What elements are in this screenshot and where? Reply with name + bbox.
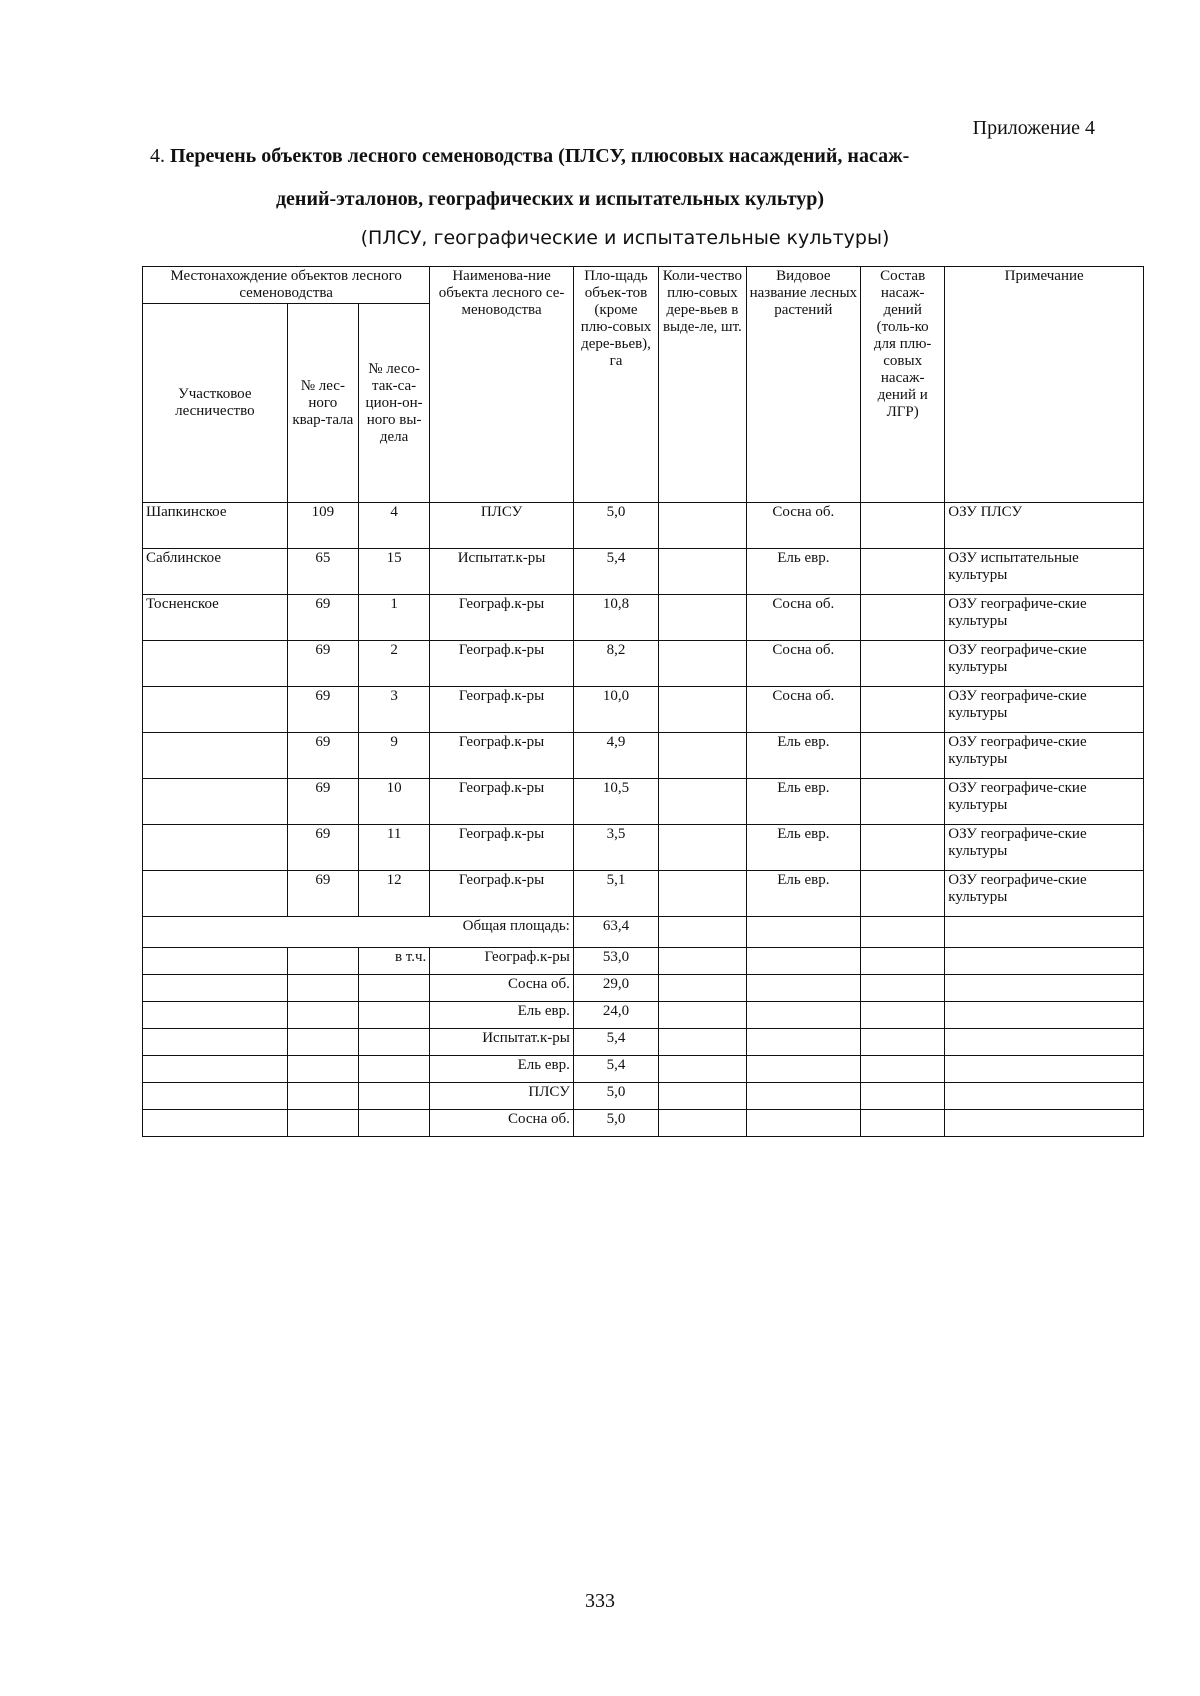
empty-cell	[659, 917, 746, 948]
cell-note: ОЗУ географиче-ские культуры	[945, 641, 1144, 687]
cell-quarter: 69	[287, 825, 358, 871]
cell-count	[659, 687, 746, 733]
summary-value: 5,4	[573, 1029, 658, 1056]
page-number: 333	[585, 1590, 615, 1612]
empty-cell	[861, 1110, 945, 1137]
cell-compartment: 2	[358, 641, 429, 687]
table-row	[143, 503, 1144, 549]
cell-composition	[861, 687, 945, 733]
cell-object: ПЛСУ	[430, 503, 574, 549]
empty-cell	[659, 948, 746, 975]
summary-prefix	[358, 1029, 429, 1056]
empty-cell	[143, 948, 288, 975]
empty-cell	[945, 1029, 1144, 1056]
empty-cell	[861, 1002, 945, 1029]
cell-district	[143, 733, 288, 779]
document-title-line-1	[150, 145, 1110, 168]
total-row	[143, 917, 1144, 948]
cell-area: 3,5	[573, 825, 658, 871]
summary-value: 24,0	[573, 1002, 658, 1029]
empty-cell	[861, 1056, 945, 1083]
cell-area: 10,8	[573, 595, 658, 641]
table-row	[143, 871, 1144, 917]
summary-label: ПЛСУ	[430, 1083, 574, 1110]
summary-label: Сосна об.	[430, 1110, 574, 1137]
cell-composition	[861, 549, 945, 595]
summary-prefix	[358, 1110, 429, 1137]
summary-value: 5,0	[573, 1083, 658, 1110]
summary-row	[143, 1029, 1144, 1056]
cell-quarter: 69	[287, 779, 358, 825]
empty-cell	[746, 948, 860, 975]
empty-cell	[143, 1083, 288, 1110]
empty-cell	[945, 1083, 1144, 1110]
header-species: Видовое название лесных растений	[746, 267, 860, 503]
cell-species: Ель евр.	[746, 825, 860, 871]
cell-count	[659, 595, 746, 641]
empty-cell	[287, 1029, 358, 1056]
empty-cell	[861, 1029, 945, 1056]
cell-compartment: 10	[358, 779, 429, 825]
empty-cell	[287, 975, 358, 1002]
summary-label: Сосна об.	[430, 975, 574, 1002]
cell-species: Сосна об.	[746, 687, 860, 733]
summary-value: 29,0	[573, 975, 658, 1002]
table-row	[143, 641, 1144, 687]
cell-area: 10,0	[573, 687, 658, 733]
summary-row	[143, 1056, 1144, 1083]
cell-composition	[861, 871, 945, 917]
cell-district	[143, 641, 288, 687]
table-row	[143, 733, 1144, 779]
empty-cell	[746, 975, 860, 1002]
cell-species: Ель евр.	[746, 549, 860, 595]
empty-cell	[945, 975, 1144, 1002]
cell-district	[143, 687, 288, 733]
empty-cell	[861, 975, 945, 1002]
cell-object: Географ.к-ры	[430, 595, 574, 641]
cell-district	[143, 779, 288, 825]
cell-count	[659, 503, 746, 549]
empty-cell	[287, 1002, 358, 1029]
cell-count	[659, 871, 746, 917]
summary-value: 53,0	[573, 948, 658, 975]
summary-prefix	[358, 1083, 429, 1110]
empty-cell	[746, 917, 860, 948]
cell-district: Шапкинское	[143, 503, 288, 549]
cell-object: Географ.к-ры	[430, 687, 574, 733]
cell-count	[659, 641, 746, 687]
summary-prefix	[358, 975, 429, 1002]
cell-compartment: 15	[358, 549, 429, 595]
header-quarter: № лес-ного квар-тала	[287, 304, 358, 503]
cell-quarter: 69	[287, 641, 358, 687]
cell-quarter: 69	[287, 733, 358, 779]
cell-object: Географ.к-ры	[430, 871, 574, 917]
cell-species: Сосна об.	[746, 503, 860, 549]
cell-object: Испытат.к-ры	[430, 549, 574, 595]
empty-cell	[746, 1002, 860, 1029]
cell-species: Ель евр.	[746, 871, 860, 917]
document-subtitle: (ПЛСУ, географические и испытательные культуры)	[360, 227, 890, 249]
cell-count	[659, 549, 746, 595]
header-note: Примечание	[945, 267, 1144, 503]
cell-quarter: 69	[287, 871, 358, 917]
title-number: 4.	[150, 145, 165, 167]
total-value: 63,4	[573, 917, 658, 948]
empty-cell	[861, 948, 945, 975]
summary-prefix	[358, 1056, 429, 1083]
cell-compartment: 4	[358, 503, 429, 549]
header-object-name: Наименова-ние объекта лесного се-меноводства	[430, 267, 574, 503]
empty-cell	[659, 1002, 746, 1029]
summary-value: 5,4	[573, 1056, 658, 1083]
summary-value: 5,0	[573, 1110, 658, 1137]
cell-count	[659, 825, 746, 871]
empty-cell	[746, 1056, 860, 1083]
empty-cell	[143, 975, 288, 1002]
cell-quarter: 69	[287, 595, 358, 641]
document-title-line-2	[150, 188, 950, 211]
summary-row	[143, 1110, 1144, 1137]
cell-note: ОЗУ испытательные культуры	[945, 549, 1144, 595]
empty-cell	[659, 1083, 746, 1110]
summary-label: Ель евр.	[430, 1002, 574, 1029]
cell-note: ОЗУ географиче-ские культуры	[945, 825, 1144, 871]
empty-cell	[659, 1029, 746, 1056]
seed-objects-table	[142, 266, 1144, 1137]
cell-composition	[861, 503, 945, 549]
summary-prefix: в т.ч.	[358, 948, 429, 975]
empty-cell	[746, 1029, 860, 1056]
table-row	[143, 779, 1144, 825]
header-composition: Состав насаж-дений (толь-ко для плю-совых насаж-дений и ЛГР)	[861, 267, 945, 503]
cell-district	[143, 871, 288, 917]
appendix-label: Приложение 4	[972, 117, 1095, 139]
header-tree-count: Коли-чество плю-совых дере-вьев в выде-ле, шт.	[659, 267, 746, 503]
header-area: Пло-щадь объек-тов (кроме плю-совых дере-вьев), га	[573, 267, 658, 503]
cell-species: Сосна об.	[746, 641, 860, 687]
summary-row	[143, 975, 1144, 1002]
empty-cell	[143, 1029, 288, 1056]
cell-object: Географ.к-ры	[430, 733, 574, 779]
cell-area: 5,0	[573, 503, 658, 549]
empty-cell	[659, 975, 746, 1002]
title-text-2: дений-эталонов, географических и испытательных культур)	[275, 188, 825, 210]
cell-quarter: 109	[287, 503, 358, 549]
cell-object: Географ.к-ры	[430, 825, 574, 871]
cell-count	[659, 779, 746, 825]
cell-note: ОЗУ географиче-ские культуры	[945, 779, 1144, 825]
total-label: Общая площадь:	[143, 917, 574, 948]
empty-cell	[143, 1110, 288, 1137]
cell-composition	[861, 733, 945, 779]
empty-cell	[945, 948, 1144, 975]
summary-row	[143, 1002, 1144, 1029]
header-district: Участковое лесничество	[143, 304, 288, 503]
table-row	[143, 549, 1144, 595]
summary-label: Испытат.к-ры	[430, 1029, 574, 1056]
cell-object: Географ.к-ры	[430, 779, 574, 825]
cell-district: Тосненское	[143, 595, 288, 641]
table-row	[143, 825, 1144, 871]
empty-cell	[287, 948, 358, 975]
cell-area: 8,2	[573, 641, 658, 687]
cell-area: 5,4	[573, 549, 658, 595]
empty-cell	[287, 1083, 358, 1110]
cell-note: ОЗУ географиче-ские культуры	[945, 871, 1144, 917]
empty-cell	[945, 1002, 1144, 1029]
empty-cell	[659, 1056, 746, 1083]
summary-label: Географ.к-ры	[430, 948, 574, 975]
empty-cell	[945, 917, 1144, 948]
cell-compartment: 11	[358, 825, 429, 871]
empty-cell	[659, 1110, 746, 1137]
summary-row	[143, 948, 1144, 975]
cell-area: 5,1	[573, 871, 658, 917]
cell-composition	[861, 641, 945, 687]
empty-cell	[746, 1110, 860, 1137]
table-row	[143, 687, 1144, 733]
cell-note: ОЗУ географиче-ские культуры	[945, 687, 1144, 733]
summary-label: Ель евр.	[430, 1056, 574, 1083]
summary-row	[143, 1083, 1144, 1110]
cell-count	[659, 733, 746, 779]
cell-area: 10,5	[573, 779, 658, 825]
cell-composition	[861, 779, 945, 825]
empty-cell	[287, 1056, 358, 1083]
empty-cell	[861, 1083, 945, 1110]
cell-compartment: 9	[358, 733, 429, 779]
summary-prefix	[358, 1002, 429, 1029]
cell-species: Сосна об.	[746, 595, 860, 641]
table-row	[143, 595, 1144, 641]
cell-compartment: 3	[358, 687, 429, 733]
cell-note: ОЗУ географиче-ские культуры	[945, 733, 1144, 779]
cell-district: Саблинское	[143, 549, 288, 595]
cell-composition	[861, 595, 945, 641]
header-location-group: Местонахождение объектов лесного семеноводства	[143, 267, 430, 304]
empty-cell	[287, 1110, 358, 1137]
title-text-1: Перечень объектов лесного семеноводства (ПЛСУ, плюсовых насаждений, насаж-	[170, 145, 910, 167]
cell-composition	[861, 825, 945, 871]
cell-note: ОЗУ географиче-ские культуры	[945, 595, 1144, 641]
empty-cell	[945, 1056, 1144, 1083]
cell-area: 4,9	[573, 733, 658, 779]
empty-cell	[746, 1083, 860, 1110]
cell-note: ОЗУ ПЛСУ	[945, 503, 1144, 549]
cell-compartment: 1	[358, 595, 429, 641]
cell-quarter: 65	[287, 549, 358, 595]
cell-species: Ель евр.	[746, 779, 860, 825]
empty-cell	[945, 1110, 1144, 1137]
empty-cell	[143, 1002, 288, 1029]
cell-district	[143, 825, 288, 871]
cell-quarter: 69	[287, 687, 358, 733]
header-compartment: № лесо-так-са-цион-он-ного вы-дела	[358, 304, 429, 503]
empty-cell	[143, 1056, 288, 1083]
cell-object: Географ.к-ры	[430, 641, 574, 687]
empty-cell	[861, 917, 945, 948]
cell-species: Ель евр.	[746, 733, 860, 779]
cell-compartment: 12	[358, 871, 429, 917]
